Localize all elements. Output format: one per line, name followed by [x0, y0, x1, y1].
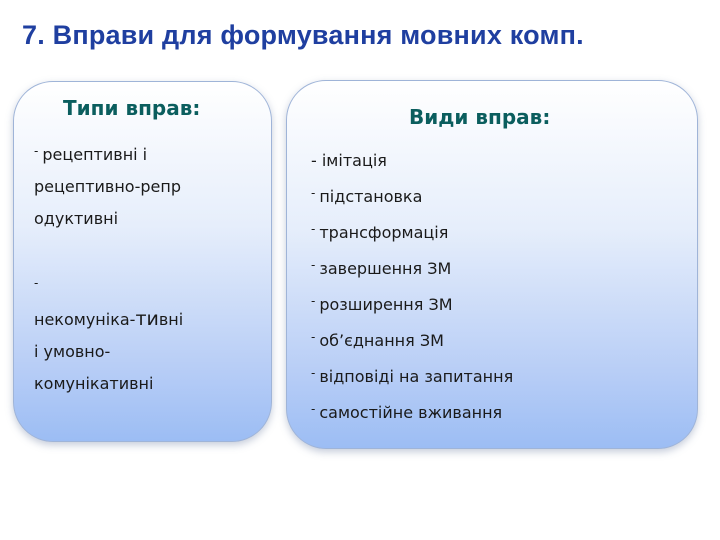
- dash-marker: -: [311, 330, 316, 344]
- types-spacer: [34, 235, 262, 267]
- list-item: - відповіді на запитання: [311, 366, 514, 386]
- dash-marker: -: [311, 186, 316, 200]
- dash-marker: -: [311, 402, 316, 416]
- types-item-1-line-3: одуктивні: [34, 209, 119, 228]
- kinds-list: [311, 145, 513, 429]
- types-item-1-line-2: рецептивно-репр: [34, 177, 181, 196]
- dash-marker: -: [311, 294, 316, 308]
- list-item: - самостійне вживання: [311, 402, 503, 422]
- types-item-2-line-2: і умовно-: [34, 342, 111, 361]
- dash-marker: -: [311, 366, 316, 380]
- list-item: - імітація: [311, 151, 387, 170]
- list-item: - завершення ЗМ: [311, 258, 452, 278]
- types-panel: [13, 81, 272, 442]
- slide-title: 7. Вправи для формування мовних комп.: [22, 20, 584, 50]
- list-item: - розширення ЗМ: [311, 294, 453, 314]
- dash-marker: -: [34, 144, 39, 158]
- types-item-2-line-3: комунікативні: [34, 374, 154, 393]
- kinds-panel: [286, 80, 698, 449]
- types-item-1-line-1: - рецептивні і: [34, 144, 148, 164]
- list-item: - об’єднання ЗМ: [311, 330, 444, 350]
- types-panel-text: [34, 135, 262, 400]
- list-item: - підстановка: [311, 186, 423, 206]
- list-item: - трансформація: [311, 222, 449, 242]
- kinds-panel-heading: Види вправ:: [409, 105, 551, 129]
- dash-marker: -: [311, 258, 316, 272]
- types-item-2-line-1: некомуніка-тивні: [34, 308, 184, 330]
- types-panel-heading: Типи вправ:: [63, 96, 201, 120]
- types-item-2-dash: -: [34, 276, 39, 290]
- dash-marker: -: [311, 222, 316, 236]
